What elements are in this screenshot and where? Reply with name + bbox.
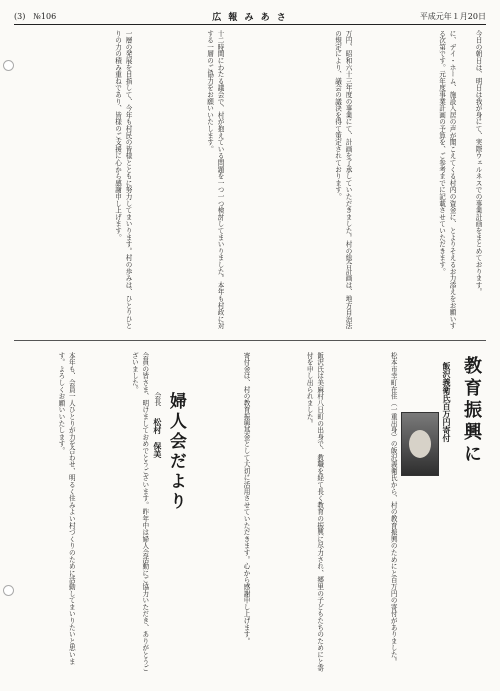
text-column: 寄付金は、村の教育振興基金として大切に活用させていただきます。心から感謝申し上げます。 <box>242 352 251 645</box>
author-role: 会長 <box>153 392 162 406</box>
text-column: 飯沢氏は美麻村八日町の出身で、教職を経て長く教育の振興に尽力され、郷里の子どもたちのためにと寄付を申し出られました。 <box>305 352 324 672</box>
binder-hole <box>3 585 14 596</box>
page-number: (3) №106 <box>14 11 57 21</box>
bottom-section <box>14 352 486 674</box>
page-header <box>14 8 486 25</box>
text-column: 十二時間にわたる議会で、村が抱えている問題を一つ一つ検討してまいりました。本年も村政に対する一層のご協力をお願いいたします。 <box>205 30 224 330</box>
essay-author <box>153 352 164 674</box>
top-article <box>14 30 486 330</box>
text-column: に、デイ・ホーム、施設入居の声が聞こえてくる村内の資金に、とよりそえるお力添えをお願いする次第です。元年度事業計画の予算を、ご参考までに記載させていただきます。 <box>437 30 456 330</box>
issue-date: 平成元年１月20日 <box>419 11 486 21</box>
donation-article-title <box>439 352 486 674</box>
author-name: 松村 保美 <box>152 418 163 459</box>
portrait-photo <box>401 412 439 476</box>
section-divider <box>14 340 486 341</box>
text-column: 万円、昭和六十三年度の事業にて、計画を了承していただきました。村の総合計画は、地方自治法の規定により、議会の議決を得て策定されております。 <box>333 30 352 330</box>
text-column: 今日の朝日は、明日は我が身にて、実際ウェルネスでの事業計画をまとめております。 <box>474 30 482 296</box>
article-heading: 教育振興に <box>461 356 482 466</box>
text-column: 会員の皆さま、明けましておめでとうございます。昨年中は婦人会活動にご協力いただき、ありがとうございました。 <box>130 352 149 672</box>
essay-heading: 婦人会だより <box>165 392 186 512</box>
article-subheading: 飯沢義衛氏百万円寄付 <box>442 362 451 442</box>
newsletter-title: 広 報 み あ さ <box>212 12 288 23</box>
text-column: 松本市幸町在住（一重出身）の飯沢義衛氏から、村の教育振興のためにと百万円の寄付がありました。 <box>389 352 398 665</box>
text-column: 本年も、会員一人ひとりが力を合わせ、明るく住みよい村づくりのために活動してまいりたいと思います。よろしくお願いいたします。 <box>56 352 76 665</box>
binder-hole <box>3 60 14 71</box>
portrait-face <box>409 430 431 458</box>
text-column: 一層の発展を目指して、今年も村民の皆様とともに努力してまいります。村の歩みは、ひとりひとりの力の積み重ねであり、皆様のご支援に心から感謝申し上げます。 <box>113 30 132 330</box>
